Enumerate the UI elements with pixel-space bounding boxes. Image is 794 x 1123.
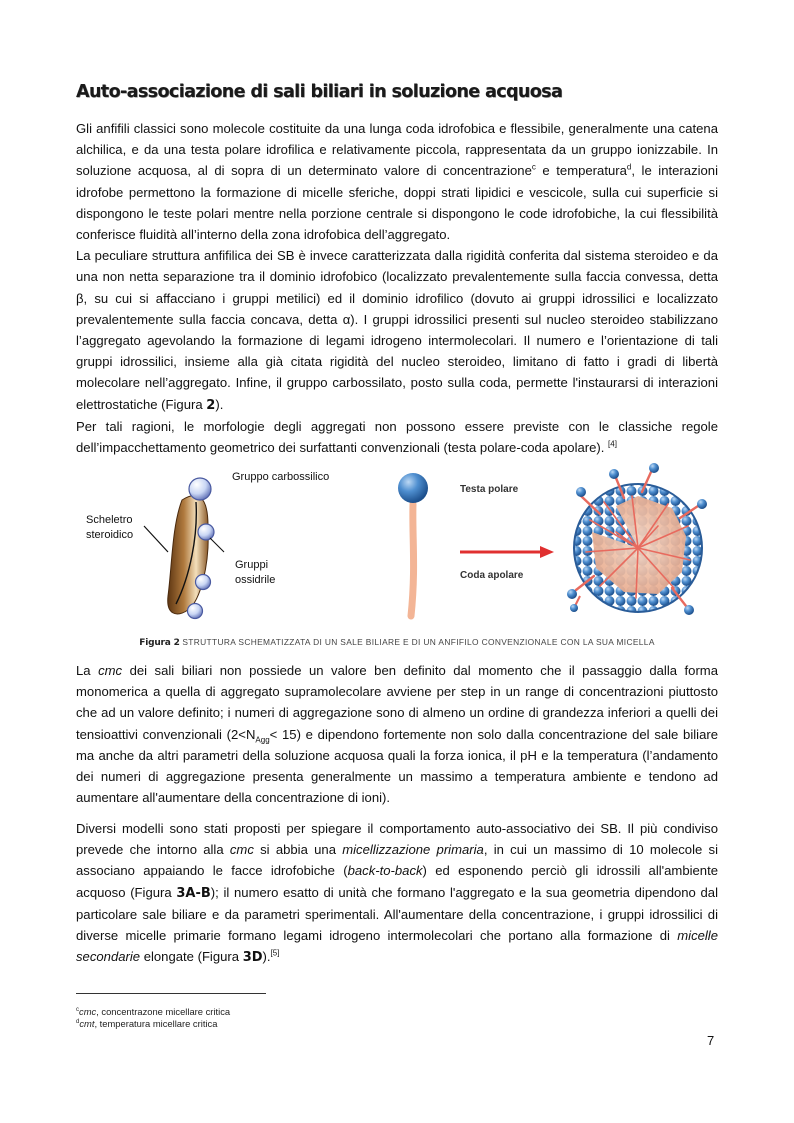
micelle xyxy=(567,463,707,615)
paragraph-1: Gli anfifili classici sono molecole costituite da una lunga coda idrofobica e flessibile, generalmente una catena alchilica, e da una testa polare idrofilica e relativamente piccola, rappresentata da un gruppo ionizzabile. In soluzione acquosa, al di sopra di un determinato valore di concentrazione$^c$ e temperatura$^d$, le interazioni idrofobe permettono la formazione di micelle sferiche, doppi strati lipidici e vescicole, sulla cui superficie si dispongono le teste polari mentre nella porzione centrale si dispongono le code idrofobiche, la cui flessibilità conferisce fluidità all’interno della zona idrofobica dell’aggregato. xyxy=(76,121,718,243)
conventional-amphiphile xyxy=(398,473,554,616)
footnote-d: $^d$cmt, temperatura micellare critica xyxy=(76,1018,218,1029)
section-heading: Auto-associazione di sali biliari in soluzione acquosa xyxy=(76,82,563,102)
label-ossidrile: ossidrile xyxy=(235,574,276,586)
citation-4[interactable]: [4] xyxy=(608,439,617,449)
figure-2 xyxy=(76,456,718,642)
footnotes xyxy=(76,1006,230,1030)
label-testa-polare: Testa polare xyxy=(460,484,519,495)
footnote-ref-c[interactable]: c xyxy=(531,163,536,173)
paragraph-5: Diversi modelli sono stati proposti per spiegare il comportamento auto-associativo dei SB. Il più condiviso prevede che intorno alla cmc si abbia una micellizzazione primaria, in cui un massimo di 10 molecole si associano appaiando le facce idrofobiche (back-to-back) ed esponendo perciò gli idrossili all'ambiente acquoso (Figura 3A-B); il numero esatto di unità che formano l'aggregato e la sua geometria dipendono dal particolare sale biliare e da parametri sperimentali. All'aumentare della concentrazione, i gruppi idrossilici di diverse micelle primarie formano legami idrogeno intermolecolari che portano alla formazione di micelle secondarie elongate (Figura 3D).[5] xyxy=(76,821,719,966)
body-text-top xyxy=(76,118,718,458)
bile-salt-molecule xyxy=(86,471,329,619)
caption-text: STRUTTURA SCHEMATIZZATA DI UN SALE BILIARE E DI UN ANFIFILO CONVENZIONALE CON LA SUA MICELLA xyxy=(179,637,655,647)
hydroxyl-sphere xyxy=(188,604,203,619)
citation-5[interactable]: [5] xyxy=(270,948,280,958)
footnote-divider xyxy=(76,993,266,994)
hydroxyl-sphere xyxy=(198,524,214,540)
label-coda-apolare: Coda apolare xyxy=(460,570,524,581)
footnote-ref-d[interactable]: d xyxy=(626,163,632,173)
figure-ref-3ab[interactable]: 3A-B xyxy=(176,885,211,901)
figure-ref-3d[interactable]: 3D xyxy=(242,950,263,966)
hydroxyl-sphere xyxy=(196,575,211,590)
label-scheletro: Scheletro xyxy=(86,514,133,526)
paragraph-4: La cmc dei sali biliari non possiede un valore ben definito dal momento che il passaggio dalla forma monomerica a quella di aggregato supramolecolare avviene per step in un range di concentrazioni piuttosto che ad un valore definito; i numeri di aggregazione sono di almeno un ordine di grandezza inferiori a quelli dei tensioattivi convenzionali $(2<N_{Agg}< 15)$ e dipendono fortemente non solo dalla concentrazione del sale biliare ma anche da altri parametri della soluzione acquosa quali la forza ionica, il pH e la temperatura (l’andamento dei numeri di aggregazione presenta generalmente un massimo a temperatura ambiente e tendono ad aumentare all'aumentare della concentrazione di ioni). xyxy=(76,663,718,806)
body-text-middle xyxy=(76,660,718,808)
label-gruppi: Gruppi xyxy=(235,559,269,571)
figure-caption xyxy=(0,637,794,648)
page-number: 7 xyxy=(707,1033,715,1048)
arrow-icon xyxy=(460,546,554,558)
body-text-bottom xyxy=(76,818,718,968)
paragraph-2: La peculiare struttura anfifilica dei SB è invece caratterizzata dalla rigidità conferita dal sistema steroideo e da una non netta separazione tra il dominio idrofobico (localizzato prevalentemente sulla faccia convessa, detta β, su cui si affacciano i gruppi metilici) ed il dominio idrofilico (dovuto ai gruppi idrossilici e localizzato prevalentemente sulla faccia concava, detta α). I gruppi idrossilici presenti sul nucleo steroideo stabilizzano l’aggregato agevolando la formazione di legami idrogeno intermolecolari. Il numero e l’orientazione di tali gruppi idrossilici, insieme alla già citata rigidità del nucleo steroideo, limitano di fatto i gradi di libertà molecolare nell’aggregato. Infine, il gruppo carbossilato, posto sulla coda, permette l'instaurarsi di interazioni elettrostatiche (Figura 2). xyxy=(76,248,718,413)
paragraph-3: Per tali ragioni, le morfologie degli aggregati non possono essere previste con le classiche regole dell’impacchettamento geometrico dei surfattanti convenzionali (testa polare-coda apolare). [4] xyxy=(76,418,718,456)
footnote-c: $^c$cmc, concentrazone micellare critica xyxy=(76,1006,231,1017)
carboxyl-group-sphere xyxy=(189,478,211,500)
label-carboxyl: Gruppo carbossilico xyxy=(232,471,330,483)
figure-illustration xyxy=(76,456,718,642)
caption-label: Figura 2 xyxy=(139,638,180,648)
figure-ref-2[interactable]: 2 xyxy=(206,397,216,413)
label-steroidico: steroidico xyxy=(86,529,134,541)
polar-head-sphere xyxy=(398,473,428,503)
